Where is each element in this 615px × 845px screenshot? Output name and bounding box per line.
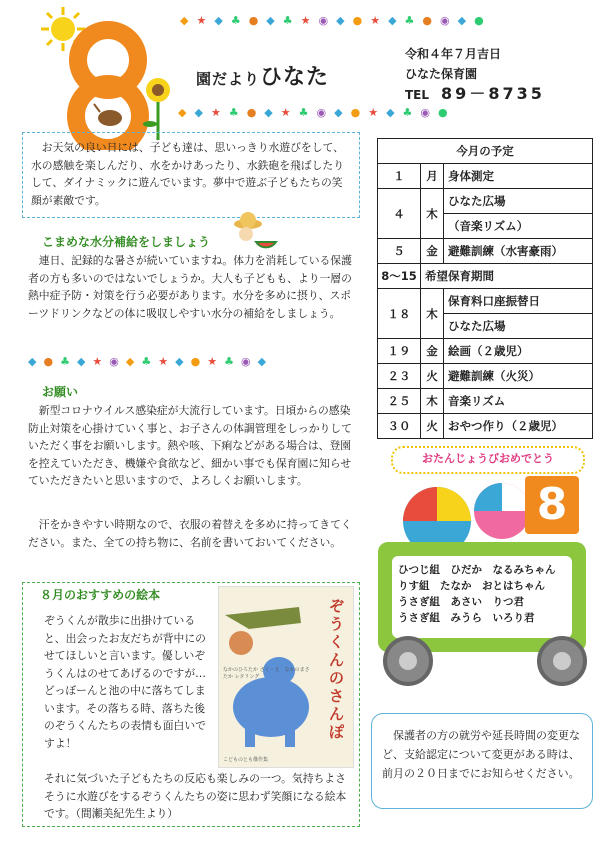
seaweed-icon: ♣ xyxy=(60,354,70,368)
schedule-day: ２５ xyxy=(378,389,421,414)
seaweed-icon: ♣ xyxy=(230,13,241,27)
seaweed-icon: ♣ xyxy=(282,13,293,27)
fish-icon: ◆ xyxy=(28,354,37,368)
turtle-icon: ● xyxy=(474,13,484,27)
schedule-day: ５ xyxy=(378,239,421,264)
schedule-weekday: 金 xyxy=(421,239,444,264)
hydration-heading: こまめな水分補給をしましょう xyxy=(42,235,211,249)
birthday-month-box: 8 xyxy=(525,476,579,534)
schedule-weekday: 木 xyxy=(421,189,444,239)
schedule-day: ３０ xyxy=(378,414,421,439)
starfish-icon: ★ xyxy=(300,13,311,27)
title-main: ひなた xyxy=(260,65,330,90)
crab-icon: ● xyxy=(352,13,363,27)
schedule-event: 保育料口座振替日 xyxy=(444,289,593,314)
crab-icon: ● xyxy=(350,105,361,119)
starfish-icon: ★ xyxy=(92,354,103,368)
fish-icon: ◆ xyxy=(194,105,203,119)
school-name: ひなた保育園 xyxy=(405,67,478,81)
schedule-weekday: 金 xyxy=(421,339,444,364)
book-cover xyxy=(218,586,354,768)
fish-icon: ◆ xyxy=(214,13,223,27)
octopus-icon: ● xyxy=(246,105,257,119)
birthday-section xyxy=(373,440,598,690)
intro-text: お天気の良い日には、子ども達は、思いっきり水遊びをして、水の感触を楽しんだり、水をかけあったり、水鉄砲を飛ばしたりして、ダイナミックに遊んでいます。夢中で遊ぶ子どもたちの笑顔が素敵です。 xyxy=(22,132,360,218)
schedule-day: １９ xyxy=(378,339,421,364)
book-cover-publisher: こどものとも傑作集 xyxy=(223,757,269,763)
starfish-icon: ★ xyxy=(368,105,379,119)
schedule-table xyxy=(377,138,593,439)
schedule-event: 絵画（２歳児） xyxy=(444,339,593,364)
birthday-banner: おたんじょうびおめでとう xyxy=(391,446,585,474)
schedule-heading: 今月の予定 xyxy=(378,139,593,164)
starfish-icon: ★ xyxy=(280,105,291,119)
schedule-row xyxy=(378,339,593,364)
schedule-weekday: 火 xyxy=(421,414,444,439)
schedule-event: 身体測定 xyxy=(444,164,593,189)
fish-icon: ◆ xyxy=(457,13,467,27)
schedule-weekday: 月 xyxy=(421,164,444,189)
schedule-day: ２３ xyxy=(378,364,421,389)
shell-icon: ◉ xyxy=(440,13,450,27)
schedule-day: １ xyxy=(378,164,421,189)
fish-icon: ◆ xyxy=(386,105,395,119)
crab-icon: ● xyxy=(190,354,201,368)
schedule-event: （音楽リズム） xyxy=(444,214,593,239)
schedule-day: 8～15 xyxy=(378,264,421,289)
schedule-row xyxy=(378,364,593,389)
shell-icon: ◉ xyxy=(316,105,327,119)
schedule-row xyxy=(378,389,593,414)
book-heading: ８月のおすすめの絵本 xyxy=(40,588,161,602)
book-text-wide: それに気づいた子どもたちの反応も楽しみの一つ。気持ちよさそうに水遊びをするぞうくんたちの姿に思わず笑顔になる絵本です。（間瀬美紀先生より） xyxy=(44,772,347,820)
starfish-icon: ★ xyxy=(207,354,218,368)
issue-date: 令和４年７月吉日 xyxy=(405,47,502,61)
schedule-event: 避難訓練（水害豪雨） xyxy=(444,239,593,264)
shell-icon: ◉ xyxy=(109,354,119,368)
tel-label: TEL xyxy=(405,88,430,102)
notice-box: 保護者の方の就労や延長時間の変更など、支給認定について変更がある時は、前月の２０日までにお知らせください。 xyxy=(371,713,593,809)
tel-number: 89－8735 xyxy=(441,84,545,103)
octopus-icon: ● xyxy=(43,354,54,368)
seaweed-icon: ♣ xyxy=(298,105,309,119)
fish-icon: ◆ xyxy=(336,13,345,27)
request-heading: お願い xyxy=(42,385,79,399)
schedule-row xyxy=(378,189,593,214)
fish-icon: ◆ xyxy=(180,13,189,27)
schedule-weekday: 木 xyxy=(421,389,444,414)
seaweed-icon: ♣ xyxy=(141,354,152,368)
fish-icon: ◆ xyxy=(334,105,343,119)
octopus-icon: ● xyxy=(248,13,259,27)
schedule-event: 音楽リズム xyxy=(444,389,593,414)
request-paragraph-1: 新型コロナウイルス感染症が大流行しています。日頃からの感染防止対策を心掛けていく事と、お子さんの体調管理をしっかりしていただく事をお願いします。熱や咳、下痢などがある場合は、登園を控えていただき、機嫌や食欲など、細かい事でも保育園に知らせていただきたいと思いますので、よろしくお願いします。 xyxy=(28,404,352,487)
cart-wheel-left xyxy=(383,636,433,686)
fish-icon: ◆ xyxy=(257,354,267,368)
seaweed-icon: ♣ xyxy=(404,13,415,27)
starfish-icon: ★ xyxy=(196,13,207,27)
fish-icon: ◆ xyxy=(125,354,135,368)
octopus-icon: ● xyxy=(422,13,433,27)
fish-icon: ◆ xyxy=(178,105,187,119)
fish-icon: ◆ xyxy=(175,354,184,368)
schedule-row xyxy=(378,264,593,289)
seaweed-icon: ♣ xyxy=(224,354,234,368)
birthday-name-line: うさぎ組 みうら いろり君 xyxy=(398,612,535,624)
schedule-weekday: 木 xyxy=(421,289,444,339)
fish-icon: ◆ xyxy=(76,354,86,368)
hydration-text: 連日、記録的な暑さが続いていますね。体力を消耗している保護者の方も多いのではないでしょうか。大人も子どもも、より一層の熱中症予防・対策を行う必要があります。水分を多めに摂り、スポーツドリンクなどの体に吸収しやすい水分の補給をしましょう。 xyxy=(28,254,352,320)
birthday-name-line: うさぎ組 あさい りつ君 xyxy=(398,596,524,608)
schedule-event: おやつ作り（２歳児） xyxy=(444,414,593,439)
schedule-row xyxy=(378,164,593,189)
starfish-icon: ★ xyxy=(370,13,381,27)
schedule-event: 避難訓練（火災） xyxy=(444,364,593,389)
fish-icon: ◆ xyxy=(264,105,273,119)
request-paragraph-2: 汗をかきやすい時期なので、衣服の着替えを多めに持ってきてください。また、全ての持ち物に、名前を書いておいてください。 xyxy=(28,518,352,549)
middle-decoration xyxy=(28,353,266,369)
schedule-day: ４ xyxy=(378,189,421,239)
fish-icon: ◆ xyxy=(266,13,275,27)
shell-icon: ◉ xyxy=(240,354,251,368)
seaweed-icon: ♣ xyxy=(228,105,239,119)
schedule-weekday: 火 xyxy=(421,364,444,389)
schedule-event: ひなた広場 xyxy=(444,189,593,214)
schedule-event: 希望保育期間 xyxy=(421,264,593,289)
schedule-day: １８ xyxy=(378,289,421,339)
title-prefix: 園だより xyxy=(196,70,261,88)
schedule-row xyxy=(378,414,593,439)
turtle-icon: ● xyxy=(438,105,448,119)
shell-icon: ◉ xyxy=(318,13,329,27)
schedule-row xyxy=(378,289,593,314)
header-info xyxy=(405,44,545,105)
shell-icon: ◉ xyxy=(420,105,431,119)
fish-icon: ◆ xyxy=(388,13,397,27)
starfish-icon: ★ xyxy=(158,354,169,368)
newsletter-title xyxy=(196,60,329,91)
schedule-body xyxy=(378,164,593,439)
birthday-names xyxy=(392,556,572,638)
top-decoration xyxy=(180,12,484,28)
birthday-name-line: りす組 たなか おとはちゃん xyxy=(398,580,545,592)
starfish-icon: ★ xyxy=(210,105,221,119)
book-cover-author: なかのひろたか さく・え なかのまさたか レタリング xyxy=(223,667,310,680)
schedule-row xyxy=(378,239,593,264)
book-text-narrow: ぞうくんが散歩に出掛けていると、出会ったお友だちが背中にのせてほしいと言います。優しいぞうくんはのせてあげるのですが…どっぼーんと池の中に落ちてしまいます。その落ちる時、落ちた後のぞうくんたちの表情も面白いですよ！ xyxy=(44,614,206,750)
cart-wheel-right xyxy=(537,636,587,686)
birthday-name-line: ひつじ組 ひだか なるみちゃん xyxy=(398,564,556,576)
book-cover-title: ぞうくんのさんぽ xyxy=(329,597,345,741)
schedule-event: ひなた広場 xyxy=(444,314,593,339)
seaweed-icon: ♣ xyxy=(402,105,413,119)
hat-watermelon-icon xyxy=(232,210,278,250)
header-bottom-decoration xyxy=(178,104,448,120)
month-eight-graphic xyxy=(58,20,178,150)
